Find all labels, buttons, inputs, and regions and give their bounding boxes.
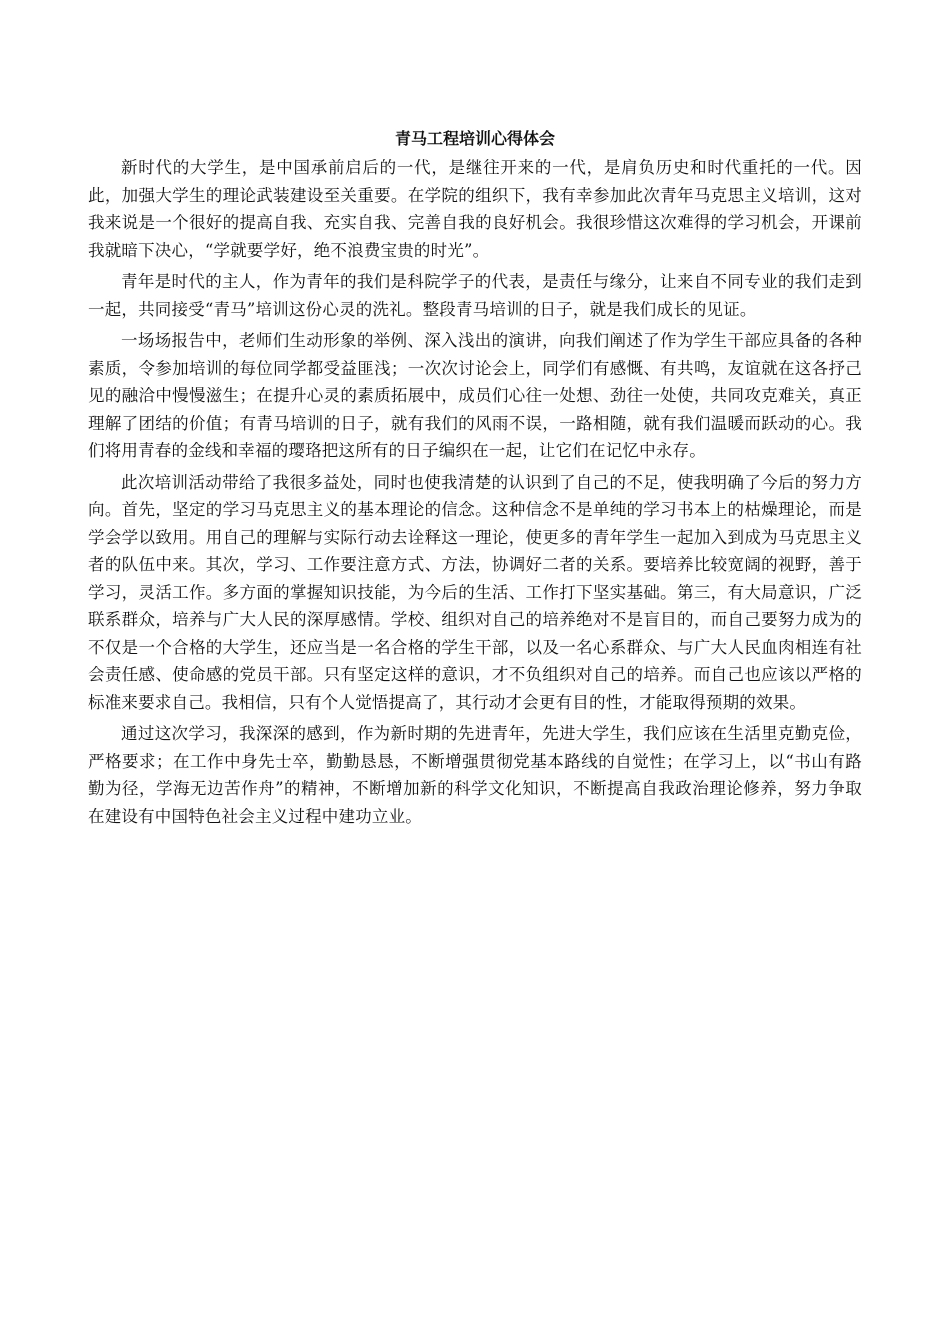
paragraph-3: 一场场报告中，老师们生动形象的举例、深入浅出的演讲，向我们阐述了作为学生干部应具备的各种素质，令参加培训的每位同学都受益匪浅；一次次讨论会上，同学们有感慨、有共鸣，友谊就在这各抒己见的融洽中慢慢滋生；在提升心灵的素质拓展中，成员们心往一处想、劲往一处使，共同攻克难关，真正理解了团结的价值；有青马培训的日子，就有我们的风雨不误，一路相随，就有我们温暖而跃动的心。我们将用青春的金线和幸福的璎珞把这所有的日子编织在一起，让它们在记忆中永存。 <box>88 331 862 460</box>
document-page <box>88 126 862 834</box>
paragraph-4: 此次培训活动带给了我很多益处，同时也使我清楚的认识到了自己的不足，使我明确了今后的努力方向。首先，坚定的学习马克思主义的基本理论的信念。这种信念不是单纯的学习书本上的枯燥理论，而是学会学以致用。用自己的理解与实际行动去诠释这一理论，使更多的青年学生一起加入到成为马克思主义者的队伍中来。其次，学习、工作要注意方式、方法，协调好二者的关系。要培养比较宽阔的视野，善于学习，灵活工作。多方面的掌握知识技能，为今后的生活、工作打下坚实基础。第三，有大局意识，广泛联系群众，培养与广大人民的深厚感情。学校、组织对自己的培养绝对不是盲目的，而自己要努力成为的不仅是一个合格的大学生，还应当是一名合格的学生干部，以及一名心系群众、与广大人民血肉相连有社会责任感、使命感的党员干部。只有坚定这样的意识，才不负组织对自己的培养。而自己也应该以严格的标准来要求自己。我相信，只有个人觉悟提高了，其行动才会更有目的性，才能取得预期的效果。 <box>88 472 862 712</box>
paragraph-2: 青年是时代的主人，作为青年的我们是科院学子的代表，是责任与缘分，让来自不同专业的我们走到一起，共同接受“青马”培训这份心灵的洗礼。整段青马培训的日子，就是我们成长的见证。 <box>88 272 862 319</box>
paragraph-5: 通过这次学习，我深深的感到，作为新时期的先进青年，先进大学生，我们应该在生活里克勤克俭，严格要求；在工作中身先士卒，勤勤恳恳，不断增强贯彻党基本路线的自觉性；在学习上，以“书山有路勤为径，学海无边苦作舟”的精神，不断增加新的科学文化知识，不断提高自我政治理论修养，努力争取在建设有中国特色社会主义过程中建功立业。 <box>88 724 862 826</box>
document-title: 青马工程培训心得体会 <box>394 129 555 148</box>
paragraph-1: 新时代的大学生，是中国承前启后的一代，是继往开来的一代，是肩负历史和时代重托的一代。因此，加强大学生的理论武装建设至关重要。在学院的组织下，我有幸参加此次青年马克思主义培训，这对我来说是一个很好的提高自我、充实自我、完善自我的良好机会。我很珍惜这次难得的学习机会，开课前我就暗下决心，“学就要学好，绝不浪费宝贵的时光”。 <box>88 158 862 260</box>
